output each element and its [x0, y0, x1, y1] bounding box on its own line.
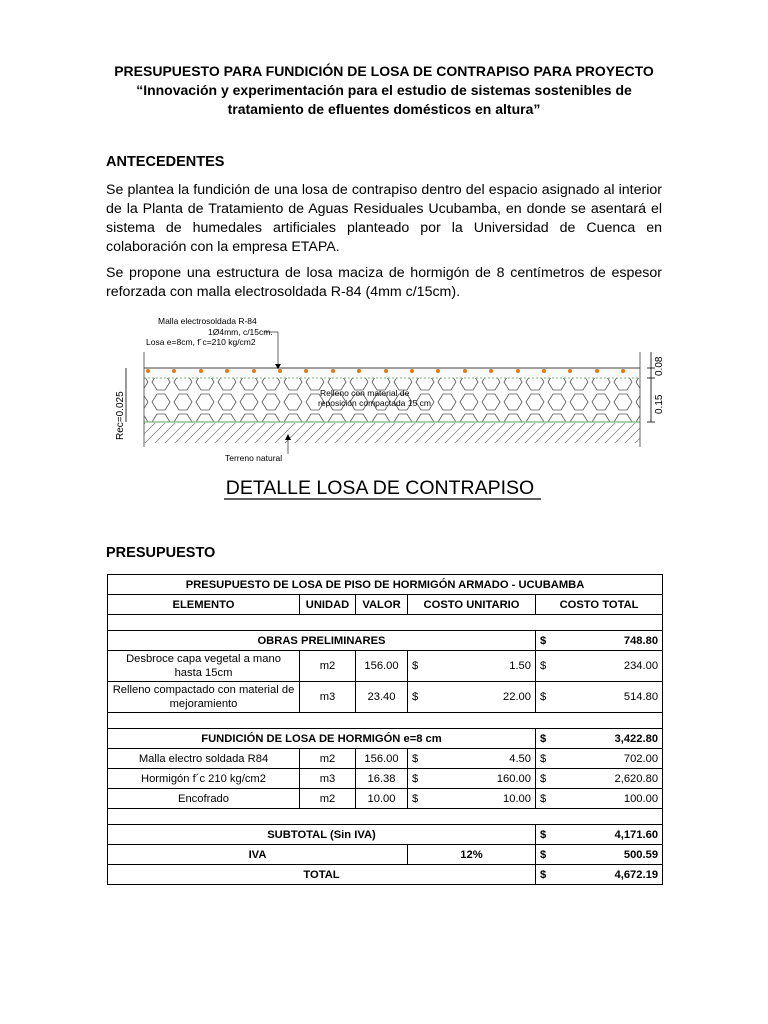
total-label: TOTAL [108, 865, 536, 885]
row-elemento: Relleno compactado con material de mejoramiento [108, 682, 300, 713]
row-elemento: Hormigón f´c 210 kg/cm2 [108, 769, 300, 789]
subtotal-label: SUBTOTAL (Sin IVA) [108, 825, 536, 845]
table-title: PRESUPUESTO DE LOSA DE PISO DE HORMIGÓN ARMADO - UCUBAMBA [108, 575, 663, 595]
iva-label: IVA [108, 845, 408, 865]
row-unitario: $ 10.00 [408, 789, 536, 809]
antecedentes-paragraph-2: Se propone una estructura de losa maciza de hormigón de 8 centímetros de espesor reforzada con malla electrosoldada R-84 (4mm c/15cm). [106, 265, 662, 300]
subtotal-value: $ 4,171.60 [536, 825, 663, 845]
dim-015: 0.15 [654, 394, 665, 414]
label-slab: Losa e=8cm, f´c=210 kg/cm2 [146, 337, 256, 347]
table-row [108, 769, 663, 789]
col-header-elemento: ELEMENTO [108, 595, 300, 615]
row-unidad: m2 [300, 651, 356, 682]
label-mesh: Malla electrosoldada R-84 [158, 316, 257, 326]
budget-table [107, 574, 663, 885]
row-total: $ 702.00 [536, 749, 663, 769]
col-header-costo-total: COSTO TOTAL [536, 595, 663, 615]
col-header-unidad: UNIDAD [300, 595, 356, 615]
label-fill-1: Relleno con material de [320, 388, 410, 398]
table-row [108, 651, 663, 682]
col-header-valor: VALOR [356, 595, 408, 615]
table-row [108, 749, 663, 769]
row-unitario: $ 22.00 [408, 682, 536, 713]
row-total: $ 100.00 [536, 789, 663, 809]
section-title-obras: OBRAS PRELIMINARES [108, 631, 536, 651]
row-valor: 156.00 [356, 651, 408, 682]
spacer-row [108, 713, 663, 729]
row-total: $ 514.80 [536, 682, 663, 713]
row-total: $ 2,620.80 [536, 769, 663, 789]
row-valor: 23.40 [356, 682, 408, 713]
row-valor: 156.00 [356, 749, 408, 769]
label-bar: 1Ø4mm, c/15cm. [208, 327, 273, 337]
row-elemento: Desbroce capa vegetal a mano hasta 15cm [108, 651, 300, 682]
title-line-3: tratamiento de efluentes domésticos en altura” [227, 101, 541, 117]
slab-detail-drawing [106, 312, 665, 502]
antecedentes-paragraph-1: Se plantea la fundición de una losa de contrapiso dentro del espacio asignado al interior de la Planta de Tratamiento de Aguas Residuales Ucubamba, en donde se asentará el sistema de humedales artificiales planteado por la Universidad de Cuenca en colaboración con la empresa ETAPA. [106, 182, 662, 255]
total-value: $ 4,672.19 [536, 865, 663, 885]
table-row [108, 789, 663, 809]
row-elemento: Malla electro soldada R84 [108, 749, 300, 769]
row-total: $ 234.00 [536, 651, 663, 682]
section-total-obras: $ 748.80 [536, 631, 663, 651]
col-header-costo-unitario: COSTO UNITARIO [408, 595, 536, 615]
table-row [108, 682, 663, 713]
row-unidad: m2 [300, 789, 356, 809]
row-elemento: Encofrado [108, 789, 300, 809]
spacer-row [108, 615, 663, 631]
presupuesto-heading: PRESUPUESTO [106, 545, 216, 561]
section-total-fundicion: $ 3,422.80 [536, 729, 663, 749]
iva-rate: 12% [408, 845, 536, 865]
row-unidad: m3 [300, 682, 356, 713]
spacer-row [108, 809, 663, 825]
title-line-2: “Innovación y experimentación para el estudio de sistemas sostenibles de [136, 82, 632, 98]
antecedentes-heading: ANTECEDENTES [106, 154, 225, 170]
row-unidad: m3 [300, 769, 356, 789]
row-unidad: m2 [300, 749, 356, 769]
section-title-fundicion: FUNDICIÓN DE LOSA DE HORMIGÓN e=8 cm [108, 729, 536, 749]
row-valor: 16.38 [356, 769, 408, 789]
document-title [100, 62, 668, 119]
iva-value: $ 500.59 [536, 845, 663, 865]
title-line-1: PRESUPUESTO PARA FUNDICIÓN DE LOSA DE CONTRAPISO PARA PROYECTO [114, 63, 654, 79]
row-unitario: $ 1.50 [408, 651, 536, 682]
dim-008: 0.08 [654, 356, 665, 376]
label-ground: Terreno natural [225, 453, 283, 463]
label-fill-2: reposición compactada 15 cm [318, 398, 431, 408]
dim-rec: Rec=0.025 [115, 391, 126, 440]
row-unitario: $ 160.00 [408, 769, 536, 789]
row-unitario: $ 4.50 [408, 749, 536, 769]
drawing-caption: DETALLE LOSA DE CONTRAPISO [225, 477, 535, 499]
row-valor: 10.00 [356, 789, 408, 809]
